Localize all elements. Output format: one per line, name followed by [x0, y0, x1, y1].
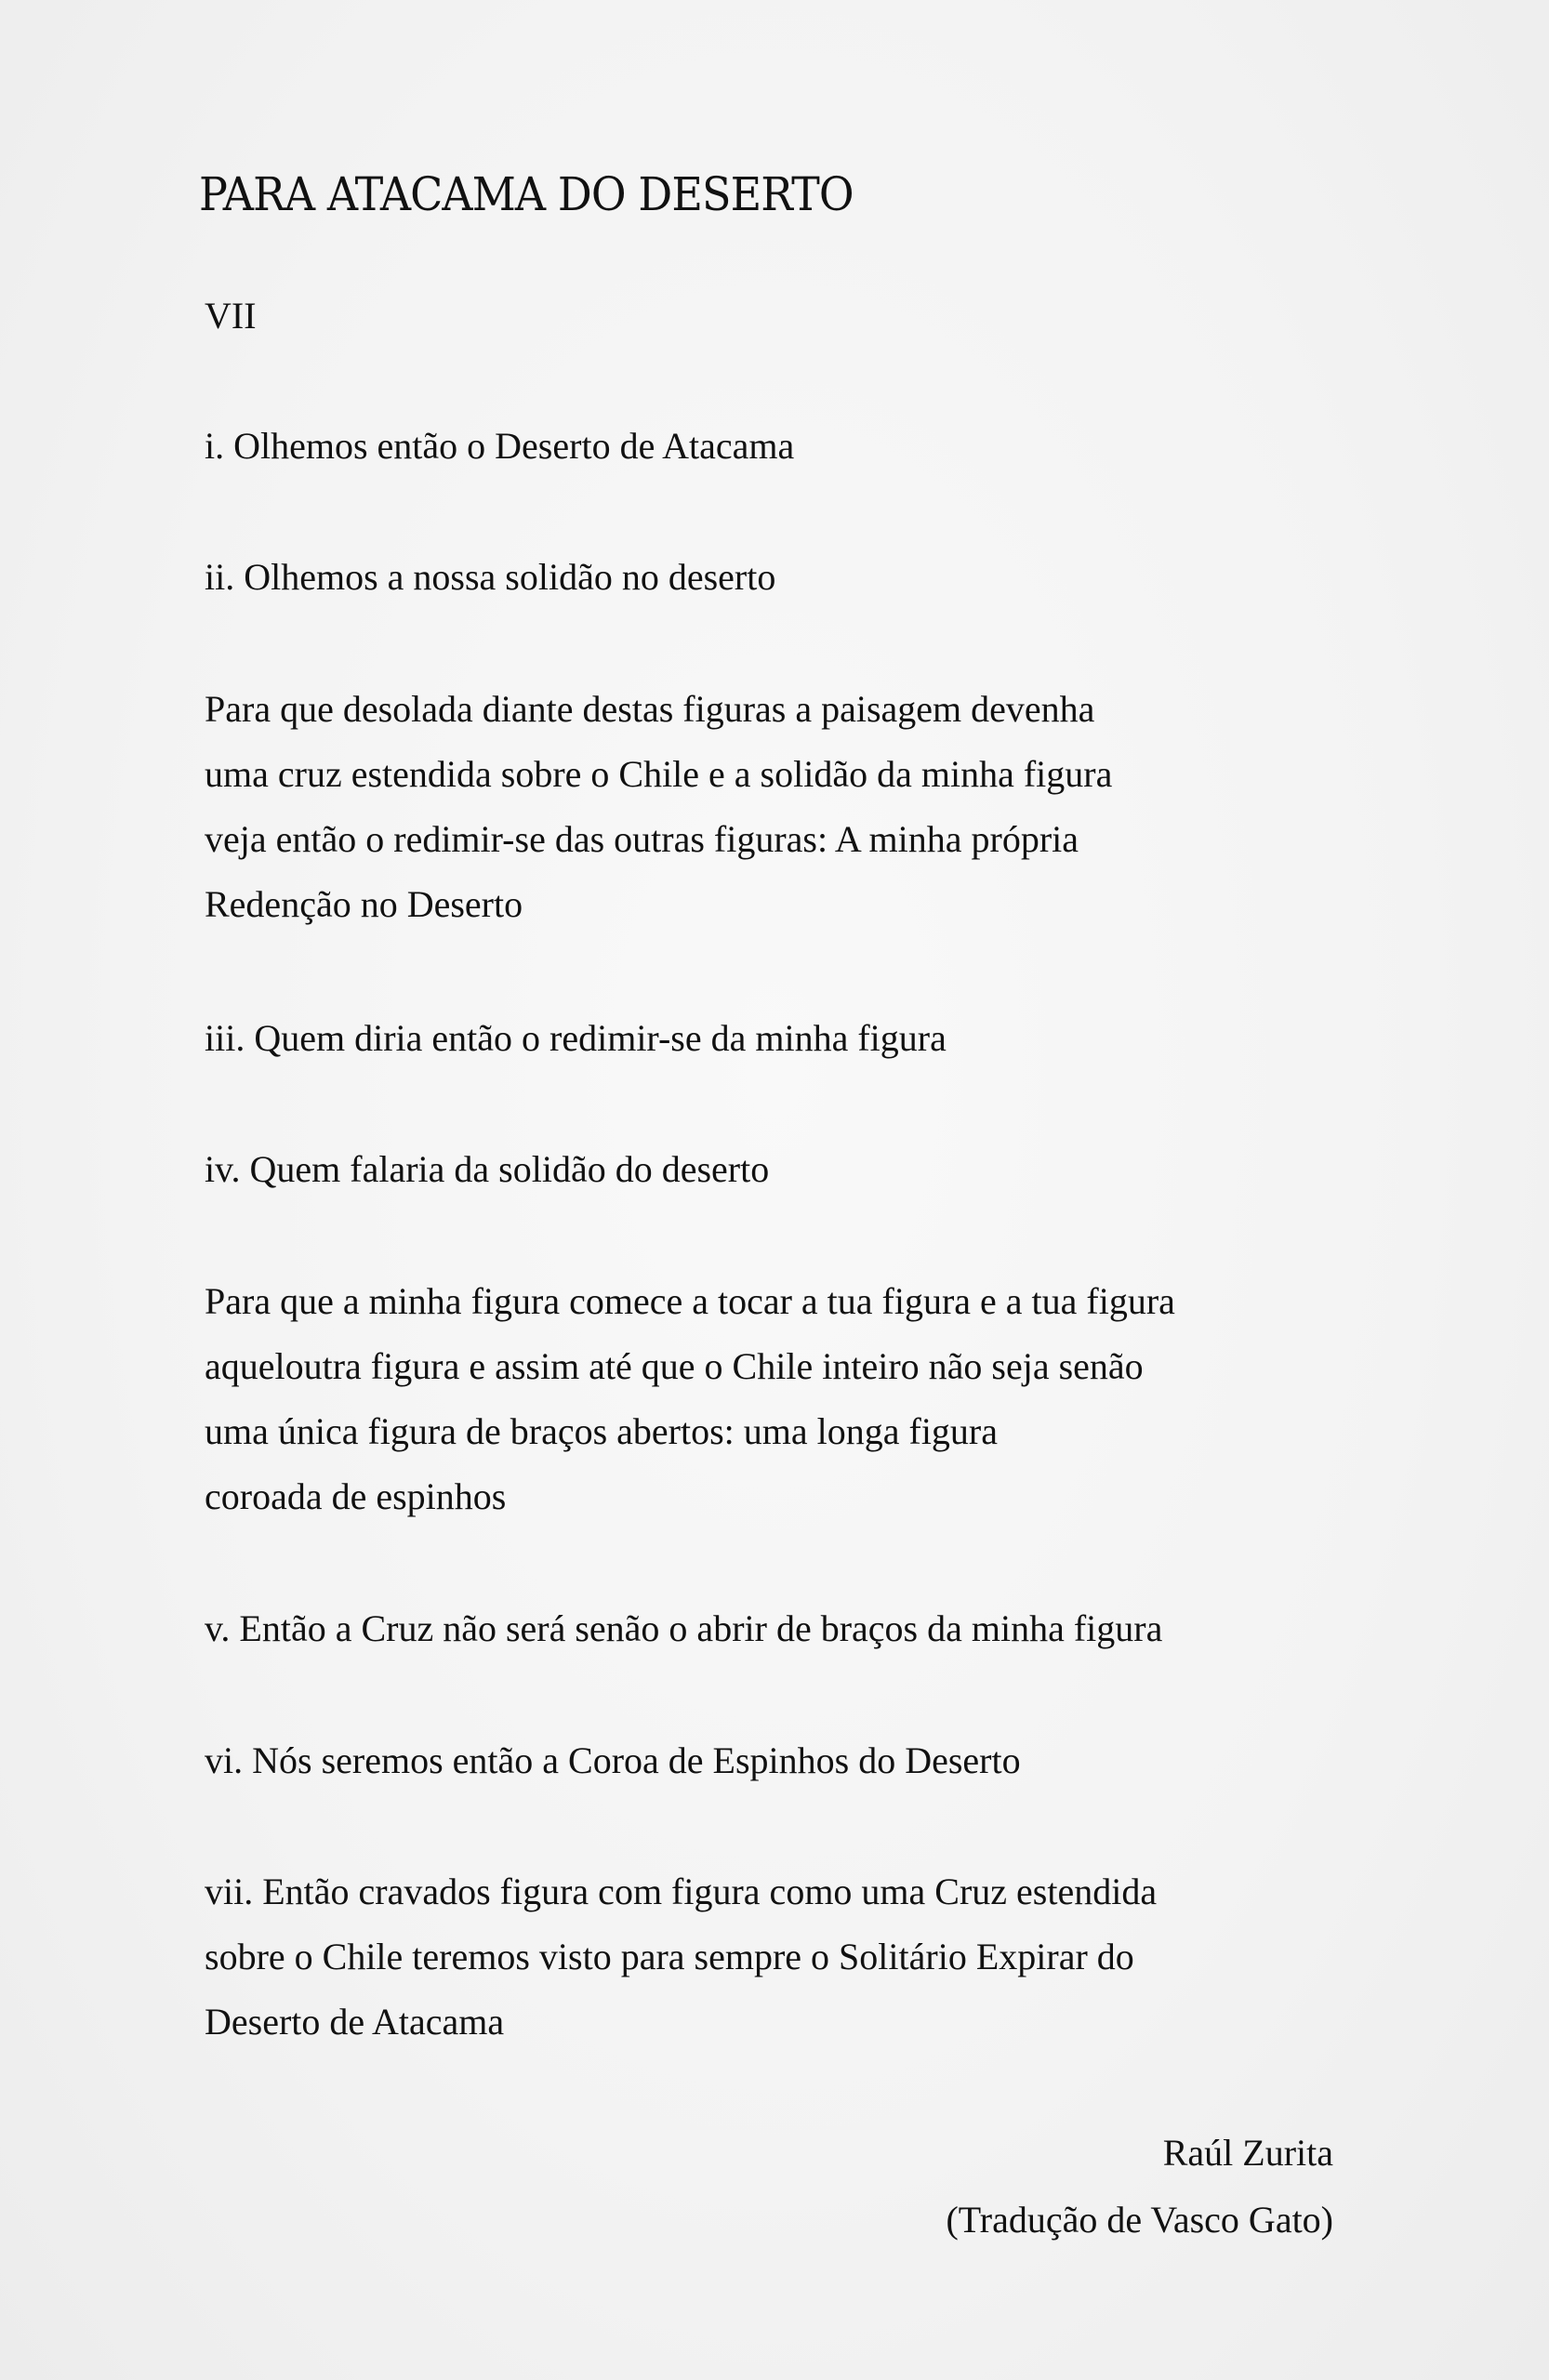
verse-ii: ii. Olhemos a nossa solidão no deserto — [205, 556, 776, 598]
verse-iv: iv. Quem falaria da solidão do deserto — [205, 1148, 770, 1190]
verse-iii: iii. Quem diria então o redimir-se da minha figura — [205, 1017, 947, 1059]
stanza2-line: aqueloutra figura e assim até que o Chile inteiro não seja senão — [205, 1345, 1144, 1387]
verse-vii-line: vii. Então cravados figura com figura como uma Cruz estendida — [205, 1871, 1158, 1912]
verse-vii-line: sobre o Chile teremos visto para sempre o Solitário Expirar do — [205, 1936, 1134, 1977]
stanza1-line: veja então o redimir-se das outras figuras: A minha própria — [205, 818, 1079, 860]
verse-vii-line: Deserto de Atacama — [205, 2001, 505, 2043]
stanza1-line: uma cruz estendida sobre o Chile e a solidão da minha figura — [205, 753, 1113, 795]
translator-credit: (Tradução de Vasco Gato) — [946, 2199, 1333, 2241]
verse-i: i. Olhemos então o Deserto de Atacama — [205, 425, 795, 467]
stanza2-line: Para que a minha figura comece a tocar a tua figura e a tua figura — [205, 1280, 1175, 1322]
poem-title: PARA ATACAMA DO DESERTO — [199, 167, 854, 221]
author: Raúl Zurita — [1162, 2132, 1333, 2174]
stanza2-line: uma única figura de braços abertos: uma longa figura — [205, 1410, 999, 1452]
stanza1-line: Para que desolada diante destas figuras a paisagem devenha — [205, 688, 1095, 730]
stanza2-line: coroada de espinhos — [205, 1475, 507, 1517]
stanza1-line: Redenção no Deserto — [205, 883, 523, 925]
section-number: VII — [205, 295, 257, 337]
verse-vi: vi. Nós seremos então a Coroa de Espinhos do Deserto — [205, 1739, 1021, 1781]
verse-v: v. Então a Cruz não será senão o abrir de braços da minha figura — [205, 1607, 1163, 1649]
